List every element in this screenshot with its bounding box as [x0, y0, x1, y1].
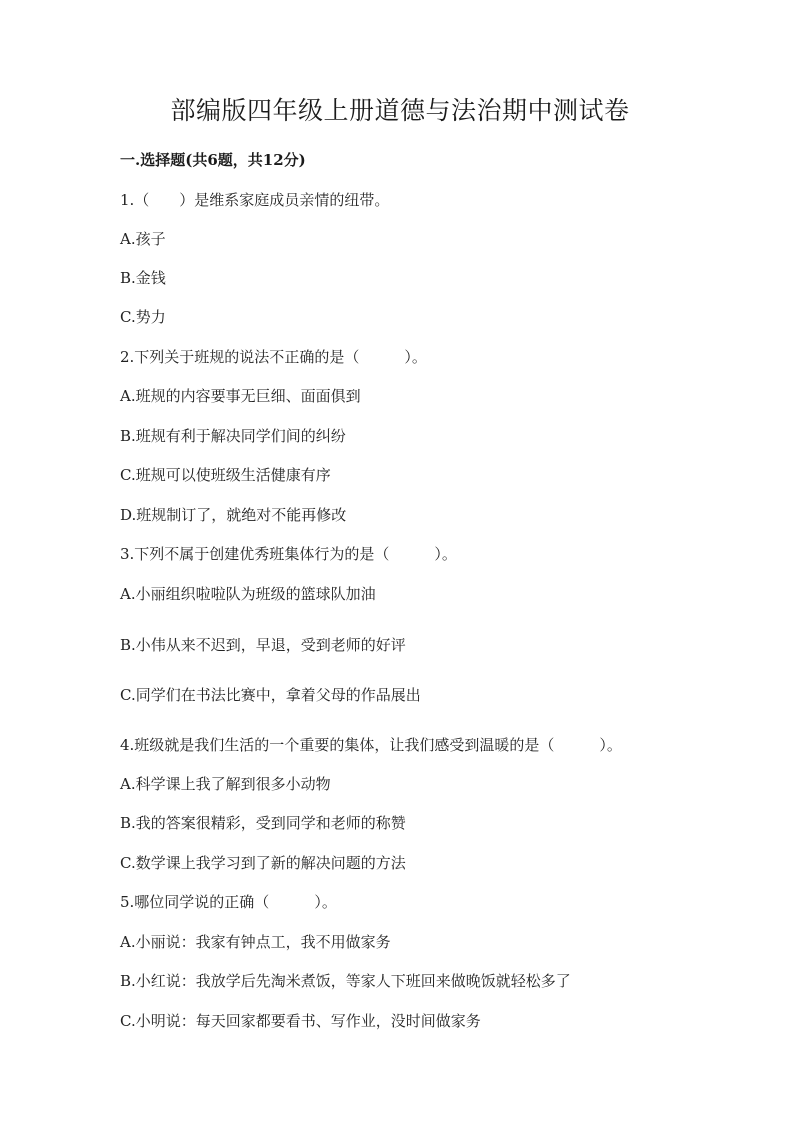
question-2-option-c: C.班规可以使班级生活健康有序	[120, 466, 331, 484]
page-title: 部编版四年级上册道德与法治期中测试卷	[170, 96, 630, 125]
question-2-option-b: B.班规有利于解决同学们间的纠纷	[120, 427, 346, 445]
question-3-option-b: B.小伟从来不迟到，早退，受到老师的好评	[120, 636, 406, 654]
question-3-option-c: C.同学们在书法比赛中，拿着父母的作品展出	[120, 686, 421, 704]
question-2-stem: 2.下列关于班规的说法不正确的是（ ）。	[120, 348, 427, 366]
question-4-stem: 4.班级就是我们生活的一个重要的集体，让我们感受到温暖的是（ ）。	[120, 736, 622, 754]
question-1-stem: 1.（ ）是维系家庭成员亲情的纽带。	[120, 191, 390, 209]
question-5-option-a: A.小丽说：我家有钟点工，我不用做家务	[120, 933, 391, 951]
question-3-option-a: A.小丽组织啦啦队为班级的篮球队加油	[120, 585, 376, 603]
question-2-option-a: A.班规的内容要事无巨细、面面俱到	[120, 387, 361, 405]
question-5-option-b: B.小红说：我放学后先淘米煮饭，等家人下班回来做晚饭就轻松多了	[120, 972, 571, 990]
question-5-stem: 5.哪位同学说的正确（ ）。	[120, 893, 337, 911]
question-4-option-b: B.我的答案很精彩，受到同学和老师的称赞	[120, 814, 406, 832]
question-5-option-c: C.小明说：每天回家都要看书、写作业，没时间做家务	[120, 1012, 481, 1030]
section-heading: 一.选择题(共6题，共12分)	[120, 151, 306, 169]
question-3-stem: 3.下列不属于创建优秀班集体行为的是（ ）。	[120, 545, 457, 563]
question-4-option-a: A.科学课上我了解到很多小动物	[120, 775, 331, 793]
question-1-option-a: A.孩子	[120, 230, 166, 248]
question-1-option-c: C.势力	[120, 308, 166, 326]
question-4-option-c: C.数学课上我学习到了新的解决问题的方法	[120, 854, 406, 872]
question-2-option-d: D.班规制订了，就绝对不能再修改	[120, 506, 347, 524]
question-1-option-b: B.金钱	[120, 269, 166, 287]
